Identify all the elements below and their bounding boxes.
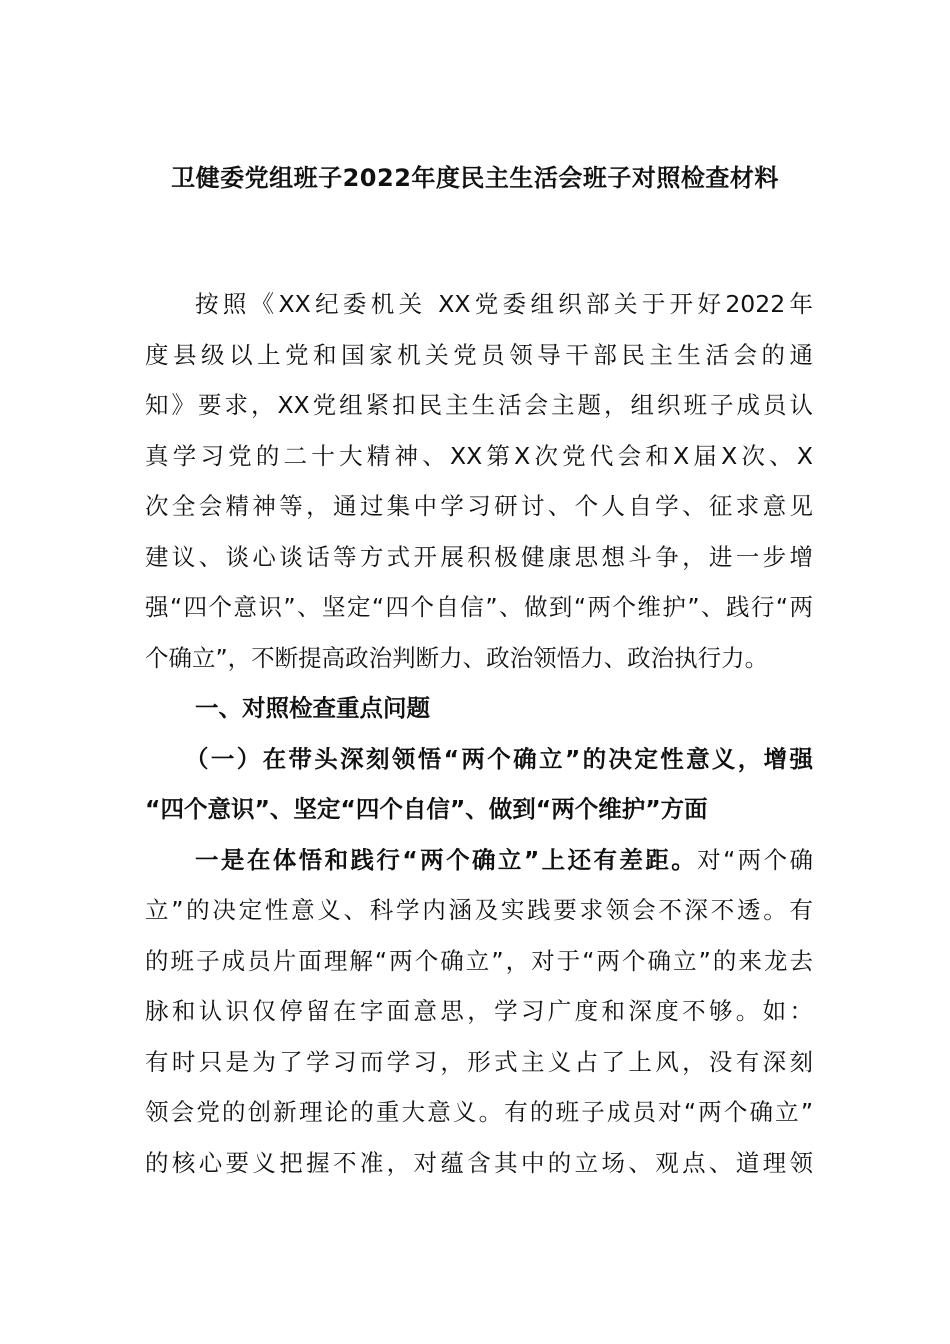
paragraph-line: 个确立”，不断提高政治判断力、政治领悟力、政治执行力。 [145,643,769,672]
section-heading: 一、对照检查重点问题 [195,694,430,722]
paragraph-line: 真学习党的二十大精神、XX第X次党代会和X届X次、X [145,441,813,470]
paragraph-line: 脉和认识仅停留在字面意思，学习广度和深度不够。如： [145,997,813,1025]
document-body [145,279,813,1188]
paragraph-line: 建议、谈心谈话等方式开展积极健康思想斗争，进一步增 [145,542,813,571]
paragraph-line: 知》要求，XX党组紧扣民主生活会主题，组织班子成员认 [145,391,813,419]
paragraph-line: 按照《XX纪委机关 XX党委组织部关于开好2022年 [195,290,813,318]
paragraph-lead: 一是在体悟和践行“两个确立”上还有差距。 [195,845,698,874]
paragraph-line [145,835,813,886]
document-title: 卫健委党组班子2022年度民主生活会班子对照检查材料 [171,164,779,192]
paragraph-line: 领会党的创新理论的重大意义。有的班子成员对“两个确立” [145,1098,813,1126]
paragraph-text: 对“两个确 [697,845,814,874]
paragraph-line: 立”的决定性意义、科学内涵及实践要求领会不深不透。有 [145,896,813,924]
paragraph-line: 次全会精神等，通过集中学习研讨、个人自学、征求意见 [145,492,813,520]
paragraph-line: 的核心要义把握不准，对蕴含其中的立场、观点、道理领 [145,1148,813,1177]
paragraph-line: 有时只是为了学习而学习，形式主义占了上风，没有深刻 [145,1047,813,1076]
paragraph-line: 强“四个意识”、坚定“四个自信”、做到“两个维护”、践行“两 [145,593,813,621]
paragraph-line: 的班子成员片面理解“两个确立”，对于“两个确立”的来龙去 [145,946,813,975]
subsection-heading-line: “四个意识”、坚定“四个自信”、做到“两个维护”方面 [145,795,708,823]
paragraph-line: 度县级以上党和国家机关党员领导干部民主生活会的通 [145,340,813,369]
subsection-heading-line: （一）在带头深刻领悟“两个确立”的决定性意义，增强 [185,744,813,773]
